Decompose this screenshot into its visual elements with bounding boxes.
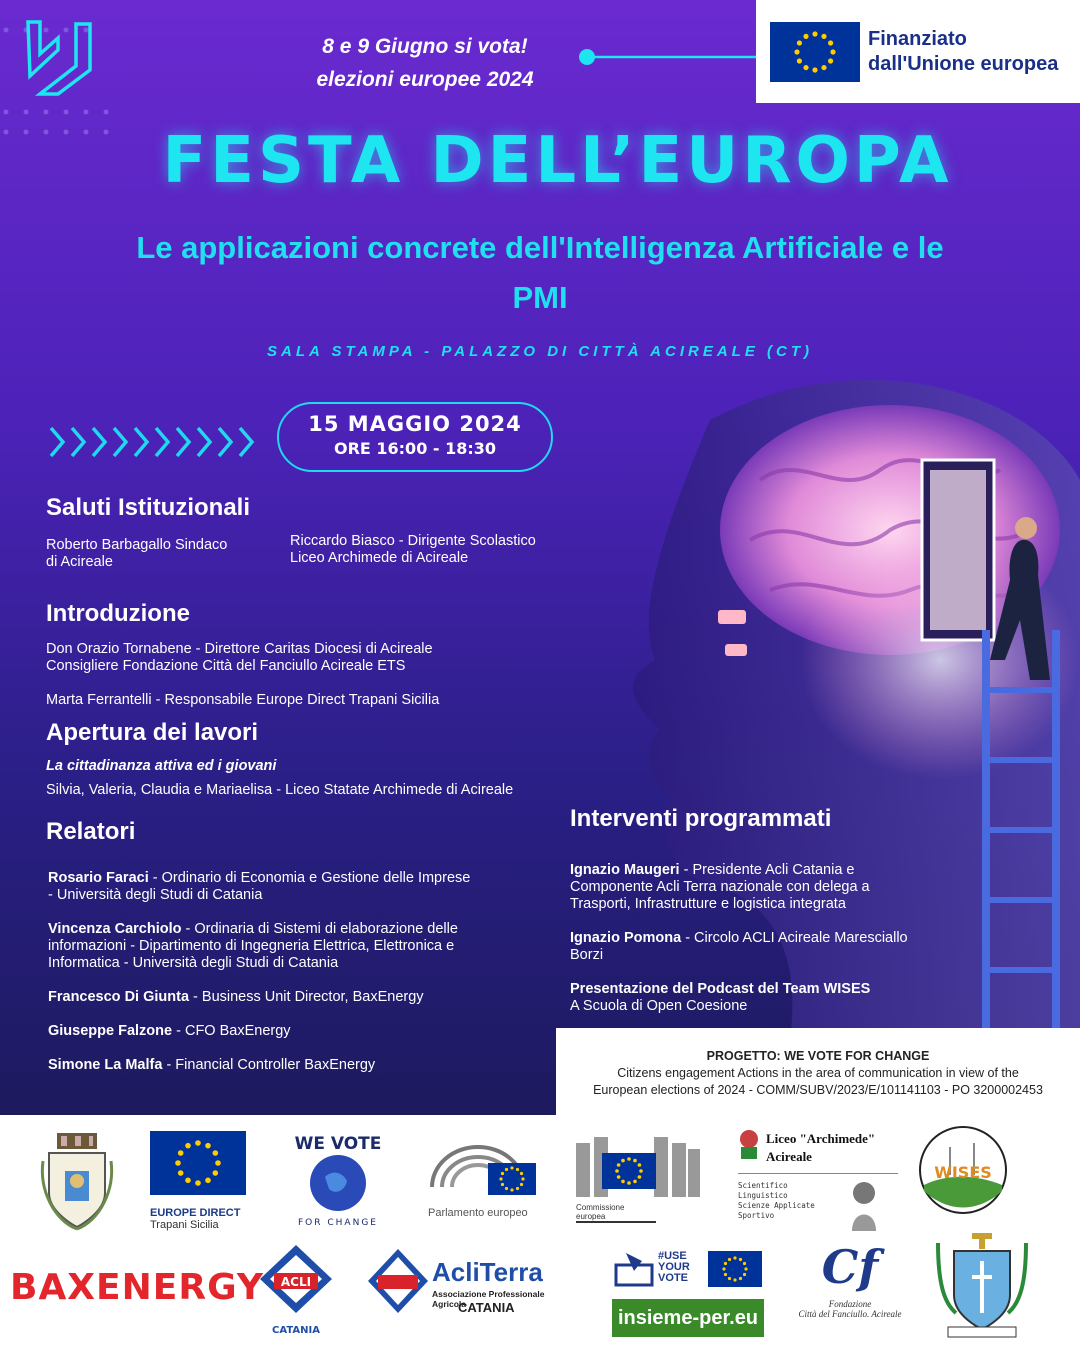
eu-star-icon: [733, 1278, 736, 1281]
relatori-item: [48, 870, 548, 904]
event-date: 15 MAGGIO 2024: [308, 412, 522, 436]
eu-star-icon: [621, 1180, 625, 1184]
eu-star-icon: [205, 1178, 211, 1184]
interventi-heading: Interventi programmati: [570, 805, 832, 832]
intervento-role: - Presidente Acli Catania e Componente Acli Terra nazionale con delega a Trasporti, Infrastrutture e logistica integrata: [570, 862, 870, 912]
wises-text: WISES: [934, 1163, 992, 1182]
eu-star-icon: [743, 1273, 746, 1276]
eu-star-icon: [621, 1159, 625, 1163]
we-vote-for-change-logo: [285, 1125, 391, 1231]
saluti-heading: Saluti Istituzionali: [46, 494, 251, 521]
commissione-europea-logo: [576, 1133, 701, 1223]
eu-star-icon: [812, 31, 817, 36]
relatore-name: Simone La Malfa: [48, 1057, 163, 1073]
eu-star-icon: [205, 1143, 211, 1149]
election-date-banner: 8 e 9 Giugno si vota! elezioni europee 2024: [316, 35, 534, 91]
parlamento-label: Parlamento europeo: [428, 1207, 528, 1219]
eu-star-icon: [828, 40, 833, 45]
europe-direct-label: EUROPE DIRECT: [150, 1207, 241, 1219]
commissione-label: Commissione europea: [576, 1203, 656, 1223]
eu-star-icon: [505, 1168, 508, 1171]
interventi-item: [570, 981, 970, 1015]
liceo-name: Liceo "Archimede": [766, 1131, 876, 1146]
eu-star-icon: [797, 58, 802, 63]
page-title: FESTA DELL’EUROPA: [162, 124, 953, 198]
relatore-name: Giuseppe Falzone: [48, 1023, 173, 1039]
eu-funding-label: Finanziato dall'Unione europea: [868, 27, 1059, 75]
relatore-name: Rosario Faraci: [48, 870, 149, 886]
eu-star-icon: [516, 1168, 519, 1171]
parliament-hemicycle-icon: [428, 1137, 540, 1199]
liceo-city: Acireale: [766, 1149, 812, 1164]
chevron-icon: [93, 428, 105, 456]
eu-star-icon: [739, 1258, 742, 1261]
acliterra-subtitle: Associazione Professionale Agricola: [432, 1289, 545, 1309]
eu-flag-icon: [150, 1131, 246, 1195]
eu-star-icon: [638, 1163, 642, 1167]
acireale-coat-of-arms-icon: [35, 1131, 119, 1231]
intervento-name: Ignazio Pomona: [570, 930, 682, 946]
acli-catania-text: CATANIA: [272, 1325, 320, 1336]
eu-star-icon: [743, 1262, 746, 1265]
event-date-box: [277, 402, 553, 472]
eu-star-icon: [215, 1160, 221, 1166]
chevron-icon: [114, 428, 126, 456]
relatore-role: - Business Unit Director, BaxEnergy: [189, 989, 424, 1005]
relatore-name: Vincenza Carchiolo: [48, 921, 182, 937]
for-change-text: FOR CHANGE: [298, 1218, 378, 1228]
eu-star-icon: [803, 64, 808, 69]
relatore-name: Francesco Di Giunta: [48, 989, 190, 1005]
eu-star-icon: [728, 1258, 731, 1261]
chevrons-right-icon: [45, 420, 265, 464]
eu-star-icon: [510, 1188, 513, 1191]
fondazione-label: Fondazione Città del Fanciullo. Acireale: [798, 1299, 902, 1319]
saluti-left: Roberto Barbagallo Sindaco di Acireale: [46, 537, 228, 570]
apertura-subheading: La cittadinanza attiva ed i giovani: [46, 758, 277, 774]
eu-star-icon: [803, 33, 808, 38]
partner-logos-strip: [0, 1115, 1080, 1350]
eu-star-icon: [213, 1170, 219, 1176]
acli-catania-logo: [258, 1243, 334, 1339]
archimedes-bust-icon: [848, 1179, 880, 1231]
eu-star-icon: [821, 33, 826, 38]
eu-star-icon: [178, 1150, 184, 1156]
chevron-icon: [156, 428, 168, 456]
eu-star-icon: [830, 49, 835, 54]
liceo-subjects: Scientifico Linguistico Scienze Applicate Sportivo: [738, 1181, 815, 1220]
eu-star-icon: [499, 1177, 502, 1180]
italian-emblem-icon: [738, 1129, 760, 1161]
baxenergy-logo: BAXENERGY: [10, 1267, 264, 1308]
parlamento-europeo-logo: [428, 1137, 540, 1219]
eu-star-icon: [510, 1166, 513, 1169]
relatore-role: - Financial Controller BaxEnergy: [162, 1057, 376, 1073]
project-info-box: [556, 1028, 1080, 1115]
relatore-role: - Ordinario di Economia e Gestione delle Imprese - Università degli Studi di Catania: [48, 870, 471, 903]
eu-star-icon: [627, 1157, 631, 1161]
eu-star-icon: [638, 1175, 642, 1179]
we-vote-text: WE VOTE: [294, 1134, 382, 1154]
eu-star-icon: [812, 67, 817, 72]
eu-star-icon: [521, 1177, 524, 1180]
eu-star-icon: [724, 1262, 727, 1265]
fondazione-mark: Cf: [821, 1240, 879, 1294]
chevron-icon: [240, 428, 252, 456]
eu-funding-badge: [756, 0, 1080, 103]
use-your-vote-logo: [612, 1251, 764, 1339]
relatori-item: [48, 989, 548, 1006]
acli-diamond-icon: [366, 1247, 430, 1317]
eu-star-icon: [213, 1150, 219, 1156]
eu-star-icon: [797, 40, 802, 45]
eu-star-icon: [617, 1163, 621, 1167]
eu-star-icon: [185, 1178, 191, 1184]
project-description: Citizens engagement Actions in the area of communication in view of the European elections of 2024 - COMM/SUBV/2023/E/101141103 - PO 3200002453: [593, 1066, 1043, 1097]
fondazione-logo: [790, 1239, 910, 1319]
eu-star-icon: [501, 1183, 504, 1186]
relatori-item: [48, 1057, 548, 1074]
europe-direct-logo: [150, 1131, 250, 1231]
eu-star-icon: [516, 1187, 519, 1190]
eu-star-icon: [821, 64, 826, 69]
introduzione-heading: Introduzione: [46, 600, 190, 627]
commission-building-icon: [576, 1133, 701, 1197]
event-venue: SALA STAMPA - PALAZZO DI CITTÀ ACIREALE (CT): [267, 343, 813, 360]
saluti-right: Riccardo Biasco - Dirigente Scolastico Liceo Archimede di Acireale: [290, 533, 536, 566]
eu-star-icon: [175, 1160, 181, 1166]
chevron-icon: [51, 428, 63, 456]
intervento-name: Ignazio Maugeri: [570, 862, 680, 878]
eu-star-icon: [794, 49, 799, 54]
event-time: ORE 16:00 - 18:30: [333, 439, 497, 458]
eu-star-icon: [828, 58, 833, 63]
eu-star-icon: [744, 1267, 747, 1270]
apertura-text: Silvia, Valeria, Claudia e Mariaelisa - Liceo Statate Archimede di Acireale: [46, 782, 514, 798]
eu-star-icon: [195, 1180, 201, 1186]
chevron-icon: [198, 428, 210, 456]
eu-star-icon: [724, 1273, 727, 1276]
apertura-heading: Apertura dei lavori: [46, 719, 259, 746]
chevron-icon: [72, 428, 84, 456]
project-title: PROGETTO: WE VOTE FOR CHANGE: [706, 1049, 930, 1063]
eu-star-icon: [195, 1140, 201, 1146]
acliterra-city: CATANIA: [458, 1300, 515, 1315]
intervento-name: Presentazione del Podcast del Team WISES: [570, 981, 871, 997]
chevron-icon: [219, 428, 231, 456]
event-subtitle: Le applicazioni concrete dell'Intelligenza Artificiale e le PMI: [136, 230, 944, 315]
insieme-per-eu-label: insieme-per.eu: [612, 1299, 764, 1337]
acli-text: ACLI: [280, 1275, 312, 1289]
intervento-role: A Scuola di Open Coesione: [570, 998, 748, 1014]
eu-star-icon: [633, 1180, 637, 1184]
eu-star-icon: [185, 1143, 191, 1149]
liceo-archimede-logo: [738, 1129, 898, 1233]
connector-line: [578, 46, 758, 68]
eu-star-icon: [739, 1277, 742, 1280]
eu-flag-icon: [708, 1251, 762, 1287]
chevron-icon: [135, 428, 147, 456]
eu-star-icon: [639, 1169, 643, 1173]
eu-star-icon: [627, 1181, 631, 1185]
interventi-item: [570, 862, 970, 913]
acliterra-logo: [366, 1247, 572, 1327]
eu-star-icon: [722, 1267, 725, 1270]
eu-star-icon: [520, 1172, 523, 1175]
relatore-role: - Ordinaria di Sistemi di elaborazione delle informazioni - Dipartimento di Ingegneria Elettrica, Elettronica e Informatica - Università degli Studi di Catania: [48, 921, 458, 971]
eu-star-icon: [633, 1159, 637, 1163]
diocese-coat-of-arms-icon: [934, 1233, 1030, 1339]
use-your-vote-text: #USE YOUR VOTE: [658, 1250, 690, 1284]
acliterra-name: AcliTerra: [432, 1257, 543, 1287]
ballot-box-icon: [612, 1251, 656, 1287]
relatore-role: - CFO BaxEnergy: [172, 1023, 291, 1039]
eu-star-icon: [520, 1183, 523, 1186]
relatori-heading: Relatori: [46, 818, 136, 845]
eu-star-icon: [501, 1172, 504, 1175]
introduzione-item-2: Marta Ferrantelli - Responsabile Europe Direct Trapani Sicilia: [46, 692, 440, 708]
europe-direct-sublabel: Trapani Sicilia: [150, 1219, 219, 1231]
interventi-item: [570, 930, 970, 964]
eu-flag-icon: [770, 22, 860, 82]
eu-star-icon: [617, 1175, 621, 1179]
eu-star-icon: [178, 1170, 184, 1176]
eu-star-icon: [728, 1277, 731, 1280]
relatori-item: [48, 921, 548, 972]
intervento-role: - Circolo ACLI Acireale Maresciallo Borzi: [570, 930, 908, 963]
eu-star-icon: [615, 1169, 619, 1173]
wises-logo: [918, 1125, 1008, 1215]
chevron-icon: [177, 428, 189, 456]
relatori-item: [48, 1023, 548, 1040]
eu-star-icon: [733, 1256, 736, 1259]
eu-star-icon: [505, 1187, 508, 1190]
introduzione-item-1: Don Orazio Tornabene - Direttore Caritas Diocesi di Acireale Consigliere Fondazione Città del Fanciullo Acireale ETS: [46, 641, 433, 674]
